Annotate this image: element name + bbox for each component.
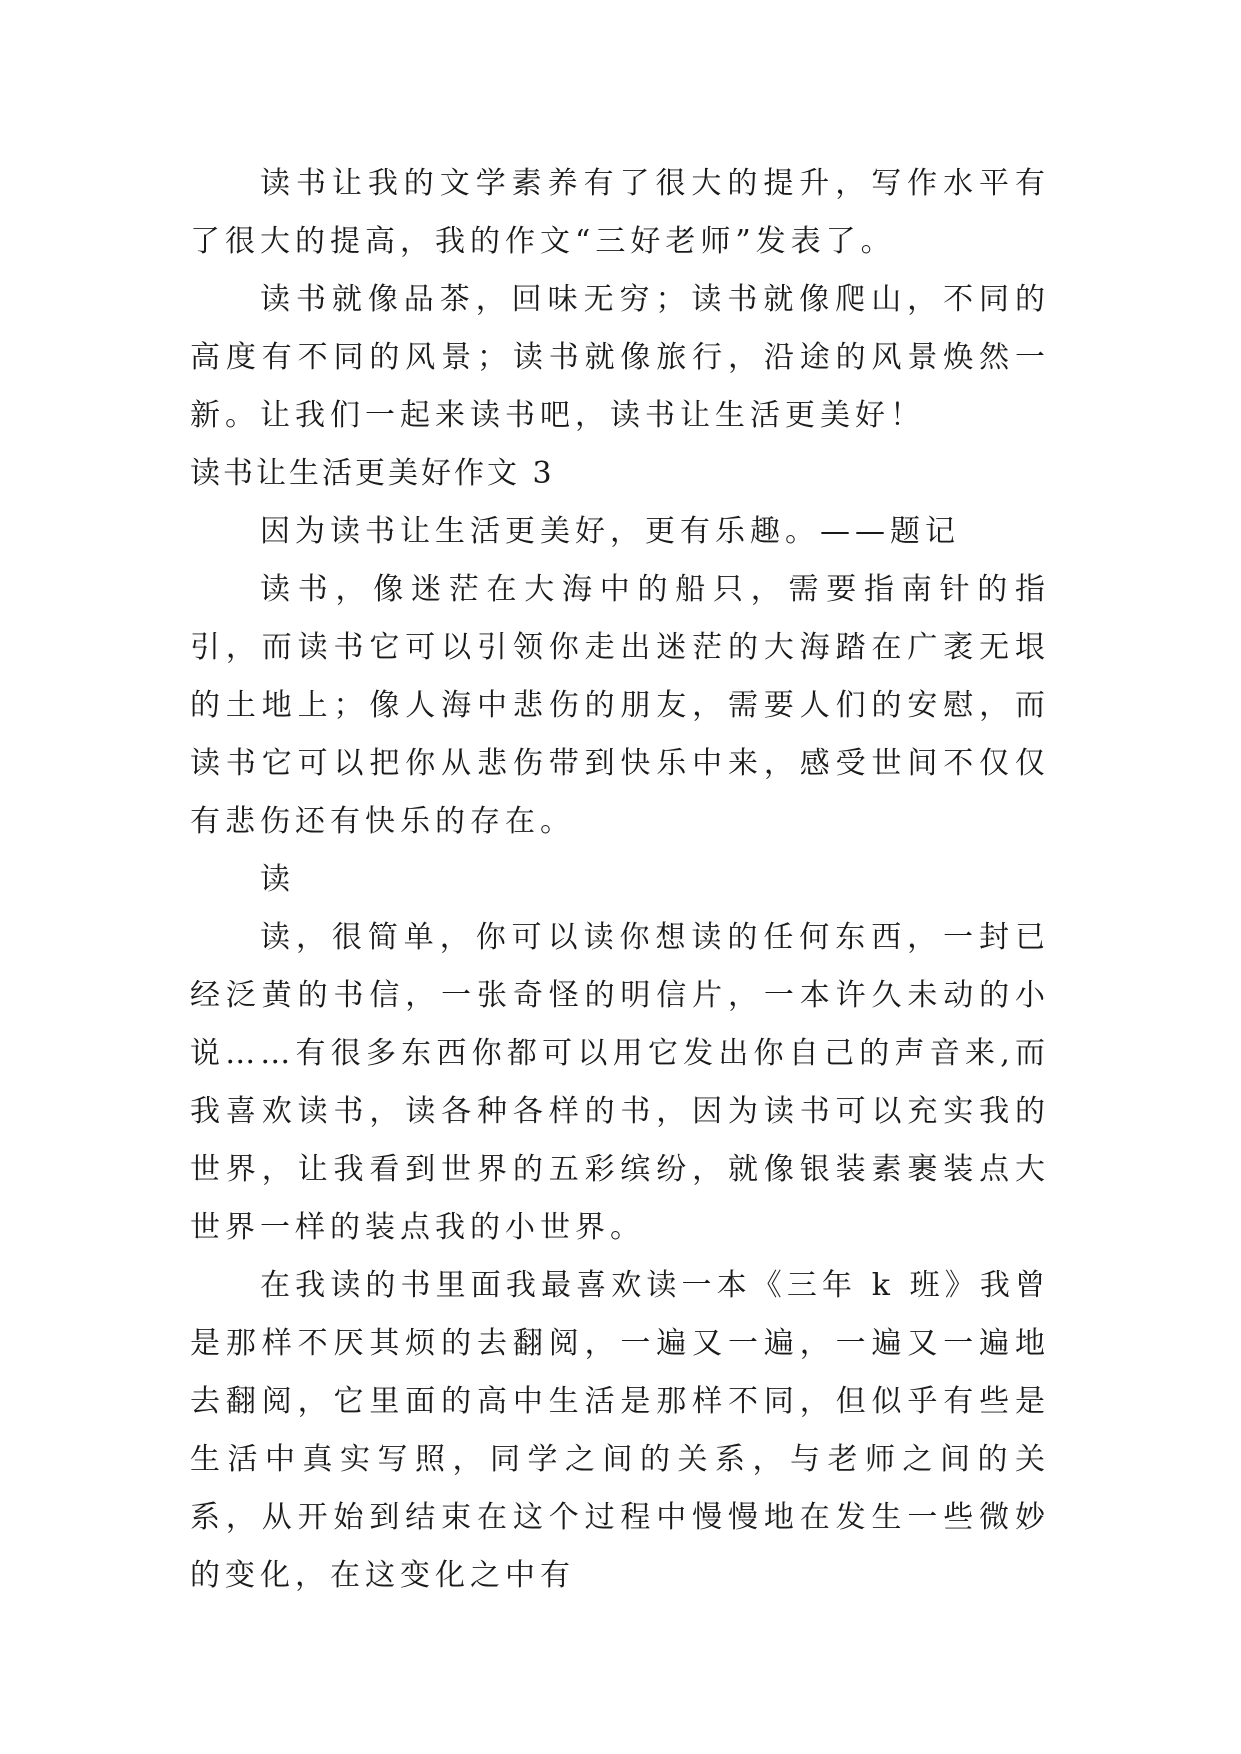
- paragraph-3: 读书，像迷茫在大海中的船只，需要指南针的指引，而读书它可以引领你走出迷茫的大海踏在广袤无垠的土地上；像人海中悲伤的朋友，需要人们的安慰，而读书它可以把你从悲伤带到快乐中来，感受世间不仅仅有悲伤还有快乐的存在。: [190, 572, 1050, 839]
- paragraph-6: 在我读的书里面我最喜欢读一本《三年 k 班》我曾是那样不厌其烦的去翻阅，一遍又一遍，一遍又一遍地去翻阅，它里面的高中生活是那样不同，但似乎有些是生活中真实写照，同学之间的关系，与老师之间的关系，从开始到结束在这个过程中慢慢地在发生一些微妙的变化，在这变化之中有: [190, 1268, 1050, 1593]
- paragraph-2: 读书就像品茶，回味无穷；读书就像爬山，不同的高度有不同的风景；读书就像旅行，沿途的风景焕然一新。让我们一起来读书吧，读书让生活更美好！: [190, 282, 1050, 433]
- paragraph-4: 读: [260, 862, 295, 897]
- section-title: 读书让生活更美好作文 3: [190, 456, 555, 491]
- paragraph-1: 读书让我的文学素养有了很大的提升，写作水平有了很大的提高，我的作文“三好老师”发表了。: [190, 166, 1050, 259]
- paragraph-5: 读，很简单，你可以读你想读的任何东西，一封已经泛黄的书信，一张奇怪的明信片，一本许久未动的小说……有很多东西你都可以用它发出你自己的声音来,而我喜欢读书，读各种各样的书，因为读书可以充实我的世界，让我看到世界的五彩缤纷，就像银装素裹装点大世界一样的装点我的小世界。: [190, 920, 1050, 1245]
- document-body: [190, 155, 1050, 1605]
- epigraph: 因为读书让生活更美好，更有乐趣。——题记: [260, 514, 960, 549]
